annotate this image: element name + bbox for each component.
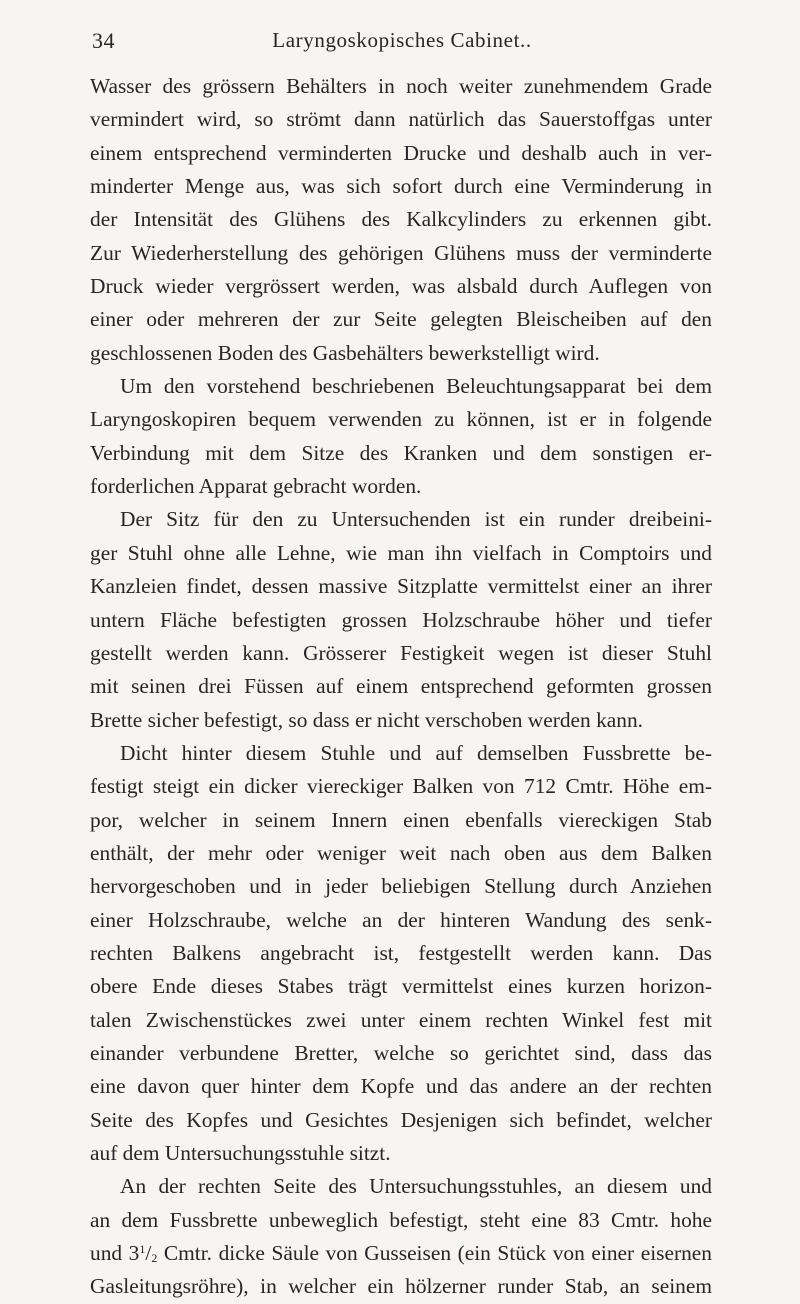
text-line: Um den vorstehend beschriebenen Beleuchtungsapparat bei dem: [120, 374, 712, 399]
text-line: eine davon quer hinter dem Kopfe und das andere an der rechten: [90, 1074, 712, 1099]
text-line: rechten Balkens angebracht ist, festgestellt werden kann. Das: [90, 940, 712, 965]
running-head: Laryngoskopisches Cabinet..: [272, 28, 532, 52]
text-line: an dem Fussbrette unbeweglich befestigt, steht eine 83 Cmtr. hohe: [90, 1207, 712, 1232]
text-line: enthält, der mehr oder weniger weit nach oben aus dem Balken: [90, 840, 712, 865]
text-line: Brette sicher befestigt, so dass er nicht verschoben werden kann.: [90, 707, 644, 732]
fraction-line-before: und 3: [90, 1241, 140, 1266]
text-line: ger Stuhl ohne alle Lehne, wie man ihn vielfach in Comptoirs und: [90, 540, 712, 565]
text-line: Druck wieder vergrössert werden, was alsbald durch Auflegen von: [90, 274, 712, 299]
text-line: mit seinen drei Füssen auf einem entsprechend geformten grossen: [90, 674, 712, 699]
body-text: [90, 70, 712, 1304]
text-line: Laryngoskopiren bequem verwenden zu können, ist er in folgende: [90, 407, 712, 432]
text-line: einer oder mehreren der zur Seite gelegten Bleischeiben auf den: [90, 307, 712, 332]
text-line: einer Holzschraube, welche an der hinteren Wandung des senk-: [90, 907, 712, 932]
fraction-numerator: 1: [139, 1242, 146, 1257]
text-line: obere Ende dieses Stabes trägt vermittelst eines kurzen horizon-: [90, 974, 712, 999]
text-line: An der rechten Seite des Untersuchungsstuhles, an diesem und: [120, 1174, 712, 1199]
text-line: Kanzleien findet, dessen massive Sitzplatte vermittelst einer an ihrer: [90, 574, 712, 599]
text-line: vermindert wird, so strömt dann natürlich das Sauerstoffgas unter: [90, 107, 712, 132]
text-line: Zur Wiederherstellung des gehörigen Glühens muss der verminderte: [90, 240, 712, 265]
text-line: gestellt werden kann. Grösserer Festigkeit wegen ist dieser Stuhl: [90, 640, 712, 665]
fraction-denominator: 2: [151, 1251, 158, 1266]
text-line: hervorgeschoben und in jeder beliebigen Stellung durch Anziehen: [90, 874, 712, 899]
text-line: auf dem Untersuchungsstuhle sitzt.: [90, 1141, 391, 1165]
text-line: geschlossenen Boden des Gasbehälters bewerkstelligt wird.: [90, 340, 600, 365]
text-line: por, welcher in seinem Innern einen ebenfalls viereckigen Stab: [90, 807, 712, 832]
fraction-line-after: Cmtr. dicke Säule von Gusseisen (ein Stück von einer eisernen: [157, 1241, 712, 1266]
page-header: [92, 28, 712, 58]
text-line-with-fraction: und $3^1/_2$ Cmtr. dicke Säule von Gusseisen (ein Stück von einer eisernen: [90, 1241, 712, 1266]
text-line: Verbindung mit dem Sitze des Kranken und dem sonstigen er-: [90, 440, 712, 465]
text-line: untern Fläche befestigten grossen Holzschraube höher und tiefer: [90, 607, 712, 632]
text-line: einander verbundene Bretter, welche so gerichtet sind, dass das: [90, 1040, 712, 1065]
text-line: einem entsprechend verminderten Drucke und deshalb auch in ver-: [90, 140, 712, 165]
text-line: forderlichen Apparat gebracht worden.: [90, 474, 422, 499]
text-line: Dicht hinter diesem Stuhle und auf demselben Fussbrette be-: [120, 740, 712, 765]
text-line: Seite des Kopfes und Gesichtes Desjenigen sich befindet, welcher: [90, 1107, 712, 1132]
text-line: minderter Menge aus, was sich sofort durch eine Verminderung in: [90, 174, 712, 199]
text-line: Gasleitungsröhre), in welcher ein hölzerner runder Stab, an seinem: [90, 1274, 712, 1299]
text-line: Der Sitz für den zu Untersuchenden ist ein runder dreibeini-: [120, 507, 712, 532]
text-line: festigt steigt ein dicker viereckiger Balken von 712 Cmtr. Höhe em-: [90, 774, 712, 799]
text-line: talen Zwischenstückes zwei unter einem rechten Winkel fest mit: [90, 1007, 712, 1032]
page-number: 34: [92, 28, 115, 53]
text-line: der Intensität des Glühens des Kalkcylinders zu erkennen gibt.: [90, 207, 712, 232]
text-line: Wasser des grössern Behälters in noch weiter zunehmendem Grade: [90, 74, 712, 98]
